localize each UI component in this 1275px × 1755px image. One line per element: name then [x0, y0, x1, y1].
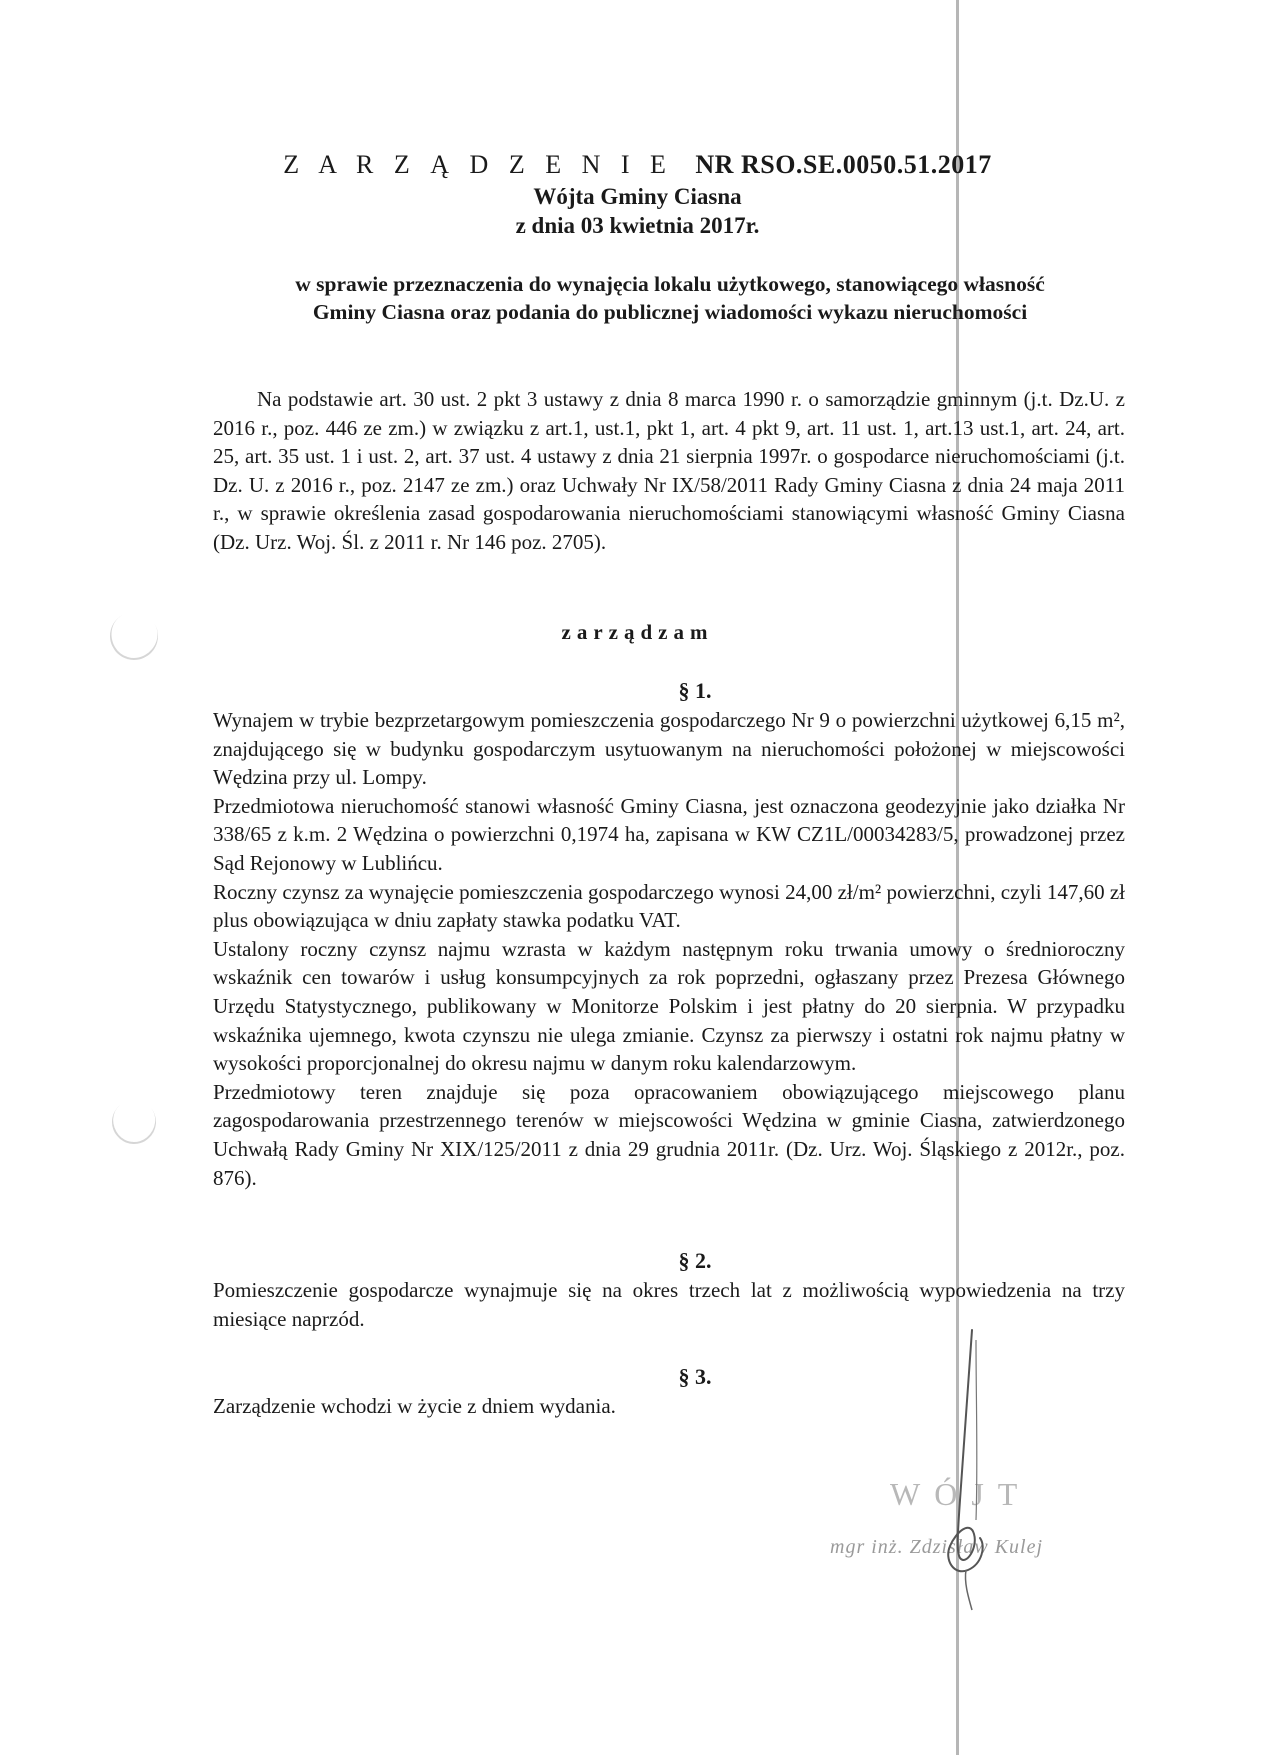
- section-paragraph: Przedmiotowy teren znajduje się poza opracowaniem obowiązującego miejscowego planu zagospodarowania przestrzennego terenów w miejscowości Wędzina w gminie Ciasna, zatwierdzonego Uchwałą Rady Gminy Nr XIX/125/2011 z dnia 29 grudnia 2011r. (Dz. Urz. Woj. Śląskiego z 2012r., poz. 876).: [213, 1079, 1125, 1190]
- punch-hole-mark: [103, 1091, 165, 1153]
- stamp-name: mgr inż. Zdzisław Kulej: [830, 1536, 1044, 1558]
- handwritten-signature: [920, 1320, 1030, 1620]
- section-heading: § 1.: [678, 678, 712, 703]
- decree-word: zarządzam: [561, 620, 714, 644]
- document-title: [0, 150, 1275, 180]
- subject-line: w sprawie przeznaczenia do wynajęcia lokalu użytkowego, stanowiącego własność: [295, 272, 1045, 296]
- section-1-body: [213, 706, 1125, 1192]
- section-paragraph: Ustalony roczny czynsz najmu wzrasta w każdym następnym roku trwania umowy o średnioroczny wskaźnik cen towarów i usług konsumpcyjnych za rok poprzedni, ogłaszany przez Prezesa Głównego Urzędu Statystycznego, publikowany w Monitorze Polskim i jest płatny do 20 sierpnia. W przypadku wskaźnika ujemnego, kwota czynszu nie ulega zmianie. Czynsz za pierwszy i ostatni rok najmu płatny w wysokości proporcjonalnej do okresu najmu w danym roku kalendarzowym.: [213, 936, 1125, 1076]
- subject-line: Gminy Ciasna oraz podania do publicznej wiadomości wykazu nieruchomości: [312, 300, 1028, 324]
- document-type: Z A R Z Ą D Z E N I E: [283, 150, 673, 179]
- document-subject: [200, 270, 1140, 326]
- section-paragraph: Wynajem w trybie bezprzetargowym pomieszczenia gospodarczego Nr 9 o powierzchni użytkowej 6,15 m², znajdującego się w budynku gospodarczym usytuowanym na nieruchomości położonej w miejscowości Wędzina przy ul. Lompy.: [213, 708, 1125, 790]
- stamp-title: WÓJT: [890, 1476, 1032, 1512]
- section-paragraph: Przedmiotowa nieruchomość stanowi własność Gminy Ciasna, jest oznaczona geodezyjnie jako działka Nr 338/65 z k.m. 2 Wędzina o powierzchni 0,1974 ha, zapisana w KW CZ1L/00034283/5, prowadzonej przez Sąd Rejonowy w Lublińcu.: [213, 793, 1125, 875]
- document-date: z dnia 03 kwietnia 2017r.: [515, 213, 760, 238]
- section-paragraph: Pomieszczenie gospodarcze wynajmuje się na okres trzech lat z możliwością wypowiedzenia na trzy miesiące naprzód.: [213, 1278, 1125, 1331]
- section-paragraph: Zarządzenie wchodzi w życie z dniem wydania.: [213, 1394, 616, 1418]
- section-paragraph: Roczny czynsz za wynajęcie pomieszczenia gospodarczego wynosi 24,00 zł/m² powierzchni, czyli 147,60 zł plus obowiązująca w dniu zapłaty stawka podatku VAT.: [213, 879, 1125, 933]
- document-number: NR RSO.SE.0050.51.2017: [695, 150, 992, 179]
- document-issuer: Wójta Gminy Ciasna: [533, 184, 742, 209]
- legal-basis-paragraph: Na podstawie art. 30 ust. 2 pkt 3 ustawy z dnia 8 marca 1990 r. o samorządzie gminnym (j.t. Dz.U. z 2016 r., poz. 446 ze zm.) w związku z art.1, ust.1, pkt 1, art. 4 pkt 9, art. 11 ust. 1, art.13 ust.1, art. 24, art. 25, art. 35 ust. 1 i ust. 2, art. 37 ust. 4 ustawy z dnia 21 sierpnia 1997r. o gospodarce nieruchomościami (j.t. Dz. U. z 2016 r., poz. 2147 ze zm.) oraz Uchwały Nr IX/58/2011 Rady Gminy Ciasna z dnia 24 maja 2011 r., w sprawie określenia zasad gospodarowania nieruchomościami stanowiącymi własność Gminy Ciasna (Dz. Urz. Woj. Śl. z 2011 r. Nr 146 poz. 2705).: [213, 387, 1125, 554]
- section-heading: § 2.: [678, 1248, 712, 1273]
- section-heading: § 3.: [678, 1364, 712, 1389]
